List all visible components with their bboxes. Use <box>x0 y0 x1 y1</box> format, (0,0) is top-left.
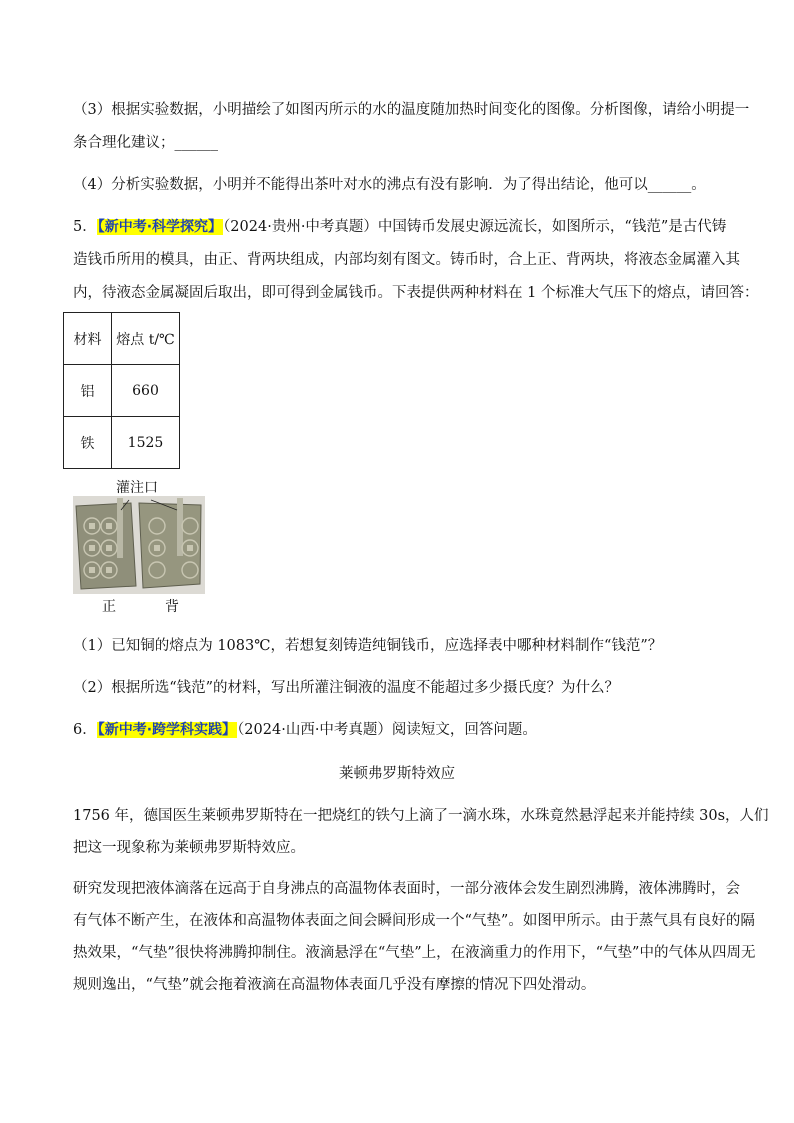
problem-5-line-3: 内，待液态金属凝固后取出，即可得到金属钱币。下表提供两种材料在 1 个标准大气压下的熔点，请回答： <box>73 285 759 301</box>
table-cell: 660 <box>112 365 180 417</box>
article-paragraph-2-line-2: 有气体不断产生，在液体和高温物体表面之间会瞬间形成一个“气垫”。如图甲所示。由于蒸气具有良好的隔 <box>73 913 755 929</box>
problem-5-line-1 <box>73 217 726 237</box>
article-title: 莱顿弗罗斯特效应 <box>339 766 455 782</box>
coin-hole <box>106 545 112 551</box>
melting-point-table <box>63 312 180 469</box>
coin-hole <box>154 545 160 551</box>
problem-5-subquestion-2: （2）根据所选“钱范”的材料，写出所灌注铜液的温度不能超过多少摄氏度？为什么？ <box>73 680 620 696</box>
problem-6-text: （2024·山西·中考真题）阅读短文，回答问题。 <box>237 722 537 738</box>
problem-5-tag: 【新中考·科学探究】 <box>97 219 223 235</box>
question-4-line: （4）分析实验数据，小明并不能得出茶叶对水的沸点有没有影响．为了得出结论，他可以______。 <box>73 177 706 193</box>
problem-5-line-1-text: （2024·贵州·中考真题）中国铸币发展史源远流长，如图所示，“钱范”是古代铸 <box>223 219 727 235</box>
coin-hole <box>89 545 95 551</box>
article-paragraph-2-line-4: 规则逸出，“气垫”就会拖着液滴在高温物体表面几乎没有摩擦的情况下四处滑动。 <box>73 977 596 993</box>
figure-label-pour-opening: 灌注口 <box>116 480 158 496</box>
coin-hole <box>89 567 95 573</box>
coin-mold-photo <box>73 496 205 594</box>
coin-hole <box>89 523 95 529</box>
table-header-cell: 熔点 t/℃ <box>112 313 180 365</box>
problem-6-line <box>73 720 537 740</box>
coin-hole <box>106 523 112 529</box>
coin-hole <box>106 567 112 573</box>
question-3-line-1: （3）根据实验数据，小明描绘了如图丙所示的水的温度随加热时间变化的图像。分析图像，请给小明提一 <box>73 102 750 118</box>
table-row <box>64 365 180 417</box>
table-header-cell: 材料 <box>64 313 112 365</box>
problem-5-line-2: 造钱币所用的模具，由正、背两块组成，内部均刻有图文。铸币时，合上正、背两块，将液态金属灌入其 <box>73 252 740 268</box>
article-paragraph-1-line-1: 1756 年，德国医生莱顿弗罗斯特在一把烧红的铁勺上滴了一滴水珠，水珠竟然悬浮起来并能持续 30s，人们 <box>73 808 769 824</box>
table-cell: 铁 <box>64 417 112 469</box>
table-cell: 铝 <box>64 365 112 417</box>
question-3-line-2: 条合理化建议；______ <box>73 135 218 151</box>
article-paragraph-2-line-1: 研究发现把液体滴落在远高于自身沸点的高温物体表面时，一部分液体会发生剧烈沸腾，液体沸腾时，会 <box>73 881 740 897</box>
coin-hole <box>187 545 193 551</box>
figure-label-front: 正 <box>102 599 116 615</box>
figure-label-back: 背 <box>165 599 179 615</box>
table-header-row <box>64 313 180 365</box>
article-paragraph-2-line-3: 热效果，“气垫”很快将沸腾抑制住。液滴悬浮在“气垫”上，在液滴重力的作用下，“气垫”中的气体从四周无 <box>73 945 756 961</box>
pour-channel-front <box>117 498 123 558</box>
problem-5-subquestion-1: （1）已知铜的熔点为 1083℃，若想复刻铸造纯铜钱币，应选择表中哪种材料制作“钱范”？ <box>73 638 663 654</box>
problem-6-number: 6． <box>73 722 97 738</box>
problem-6-tag: 【新中考·跨学科实践】 <box>97 722 237 738</box>
problem-5-number: 5． <box>73 219 97 235</box>
article-paragraph-1-line-2: 把这一现象称为莱顿弗罗斯特效应。 <box>73 840 305 856</box>
table-row <box>64 417 180 469</box>
table-cell: 1525 <box>112 417 180 469</box>
